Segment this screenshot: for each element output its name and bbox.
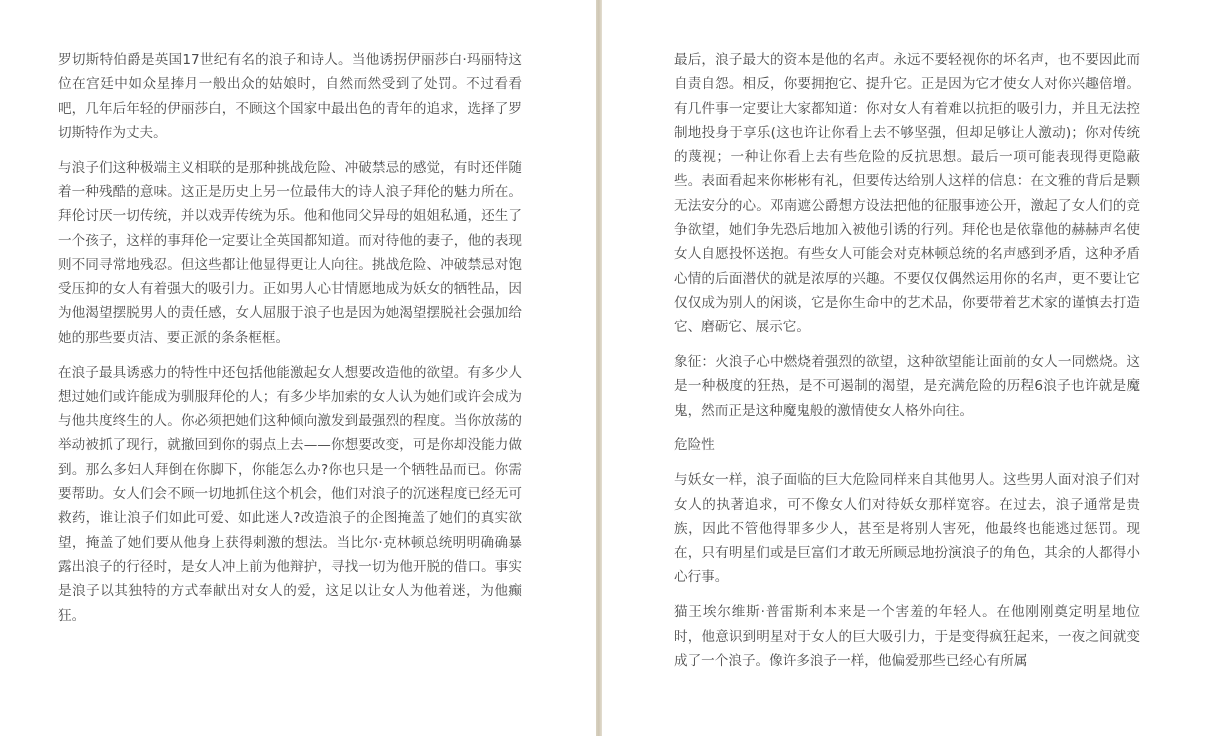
paragraph: 与浪子们这种极端主义相联的是那种挑战危险、冲破禁忌的感觉，有时还伴随着一种残酷的意味。这正是历史上另一位最伟大的诗人浪子拜伦的魅力所在。拜伦讨厌一切传统，并以戏弄传统为乐。他和他同父异母的姐姐私通，还生了一个孩子，这样的事拜伦一定要让全英国都知道。而对待他的妻子，他的表现则不同寻常地残忍。但这些都让他显得更让人向往。挑战危险、冲破禁忌对饱受压抑的女人有着强大的吸引力。正如男人心甘情愿地成为妖女的牺牲品，因为他渴望摆脱男人的责任感，女人屈服于浪子也是因为她渴望摆脱社会强加给她的那些要贞洁、要正派的条条框框。 <box>58 159 522 346</box>
paragraph: 罗切斯特伯爵是英国17世纪有名的浪子和诗人。当他诱拐伊丽莎白·玛丽特这位在宫廷中如众星捧月一般出众的姑娘时，自然而然受到了处罚。不过看看吧，几年后年轻的伊丽莎白，不顾这个国家中最出色的青年的追求，选择了罗切斯特作为丈夫。 <box>58 52 522 141</box>
paragraph: 在浪子最具诱惑力的特性中还包括他能激起女人想要改造他的欲望。有多少人想过她们或许能成为驯服拜伦的人；有多少毕加索的女人认为她们或许会成为与他共度终生的人。你必须把她们这种倾向激发到最强烈的程度。当你放荡的举动被抓了现行，就撤回到你的弱点上去——你想要改变，可是你却没能力做到。那么多妇人拜倒在你脚下，你能怎么办?你也只是一个牺牲品而已。你需要帮助。女人们会不顾一切地抓住这个机会，他们对浪子的沉迷程度已经无可救药，谁让浪子们如此可爱、如此迷人?改造浪子的企图掩盖了她们的真实欲望，掩盖了她们要从他身上获得刺激的想法。当比尔·克林顿总统明明确确暴露出浪子的行径时，是女人冲上前为他辩护，寻找一切为他开脱的借口。事实是浪子以其独特的方式奉献出对女人的爱，这足以让女人为他着迷，为他癫狂。 <box>58 364 522 624</box>
left-page-text <box>58 48 522 638</box>
section-heading: 危险性 <box>674 437 715 454</box>
left-page[interactable] <box>0 0 596 736</box>
right-page[interactable] <box>602 0 1208 736</box>
paragraph: 象征：火浪子心中燃烧着强烈的欲望，这种欲望能让面前的女人一同燃烧。这是一种极度的狂热，是不可遏制的渴望，是充满危险的历程6浪子也许就是魔鬼，然而正是这种魔鬼般的激情使女人格外向往。 <box>674 354 1140 419</box>
right-page-text <box>674 48 1140 684</box>
paragraph: 最后，浪子最大的资本是他的名声。永远不要轻视你的坏名声，也不要因此而自责自怨。相反，你要拥抱它、提升它。正是因为它才使女人对你兴趣倍增。有几件事一定要让大家都知道：你对女人有着难以抗拒的吸引力，并且无法控制地投身于享乐(这也许让你看上去不够坚强，但却足够让人激动)；你对传统的蔑视；一种让你看上去有些危险的反抗思想。最后一项可能表现得更隐蔽些。表面看起来你彬彬有礼，但要传达给别人这样的信息：在文雅的背后是颗无法安分的心。邓南遮公爵想方设法把他的征服事迹公开，激起了女人们的竞争欲望，她们争先恐后地加入被他引诱的行列。拜伦也是依靠他的赫赫声名使女人自愿投怀送抱。有些女人可能会对克林顿总统的名声感到矛盾，这种矛盾心情的后面潜伏的就是浓厚的兴趣。不要仅仅偶然运用你的名声，更不要让它仅仅成为别人的闲谈，它是你生命中的艺术品，你要带着艺术家的谨慎去打造它、磨砺它、展示它。 <box>674 52 1140 336</box>
paragraph: 猫王埃尔维斯·普雷斯利本来是一个害羞的年轻人。在他刚刚奠定明星地位时，他意识到明星对于女人的巨大吸引力，于是变得疯狂起来，一夜之间就变成了一个浪子。像许多浪子一样，他偏爱那些已经心有所属 <box>674 604 1140 669</box>
paragraph: 与妖女一样，浪子面临的巨大危险同样来自其他男人。这些男人面对浪子们对女人的执著追求，可不像女人们对待妖女那样宽容。在过去，浪子通常是贵族，因此不管他得罪多少人，甚至是将别人害死，他最终也能逃过惩罚。现在，只有明星们或是巨富们才敢无所顾忌地扮演浪子的角色，其余的人都得小心行事。 <box>674 472 1140 586</box>
